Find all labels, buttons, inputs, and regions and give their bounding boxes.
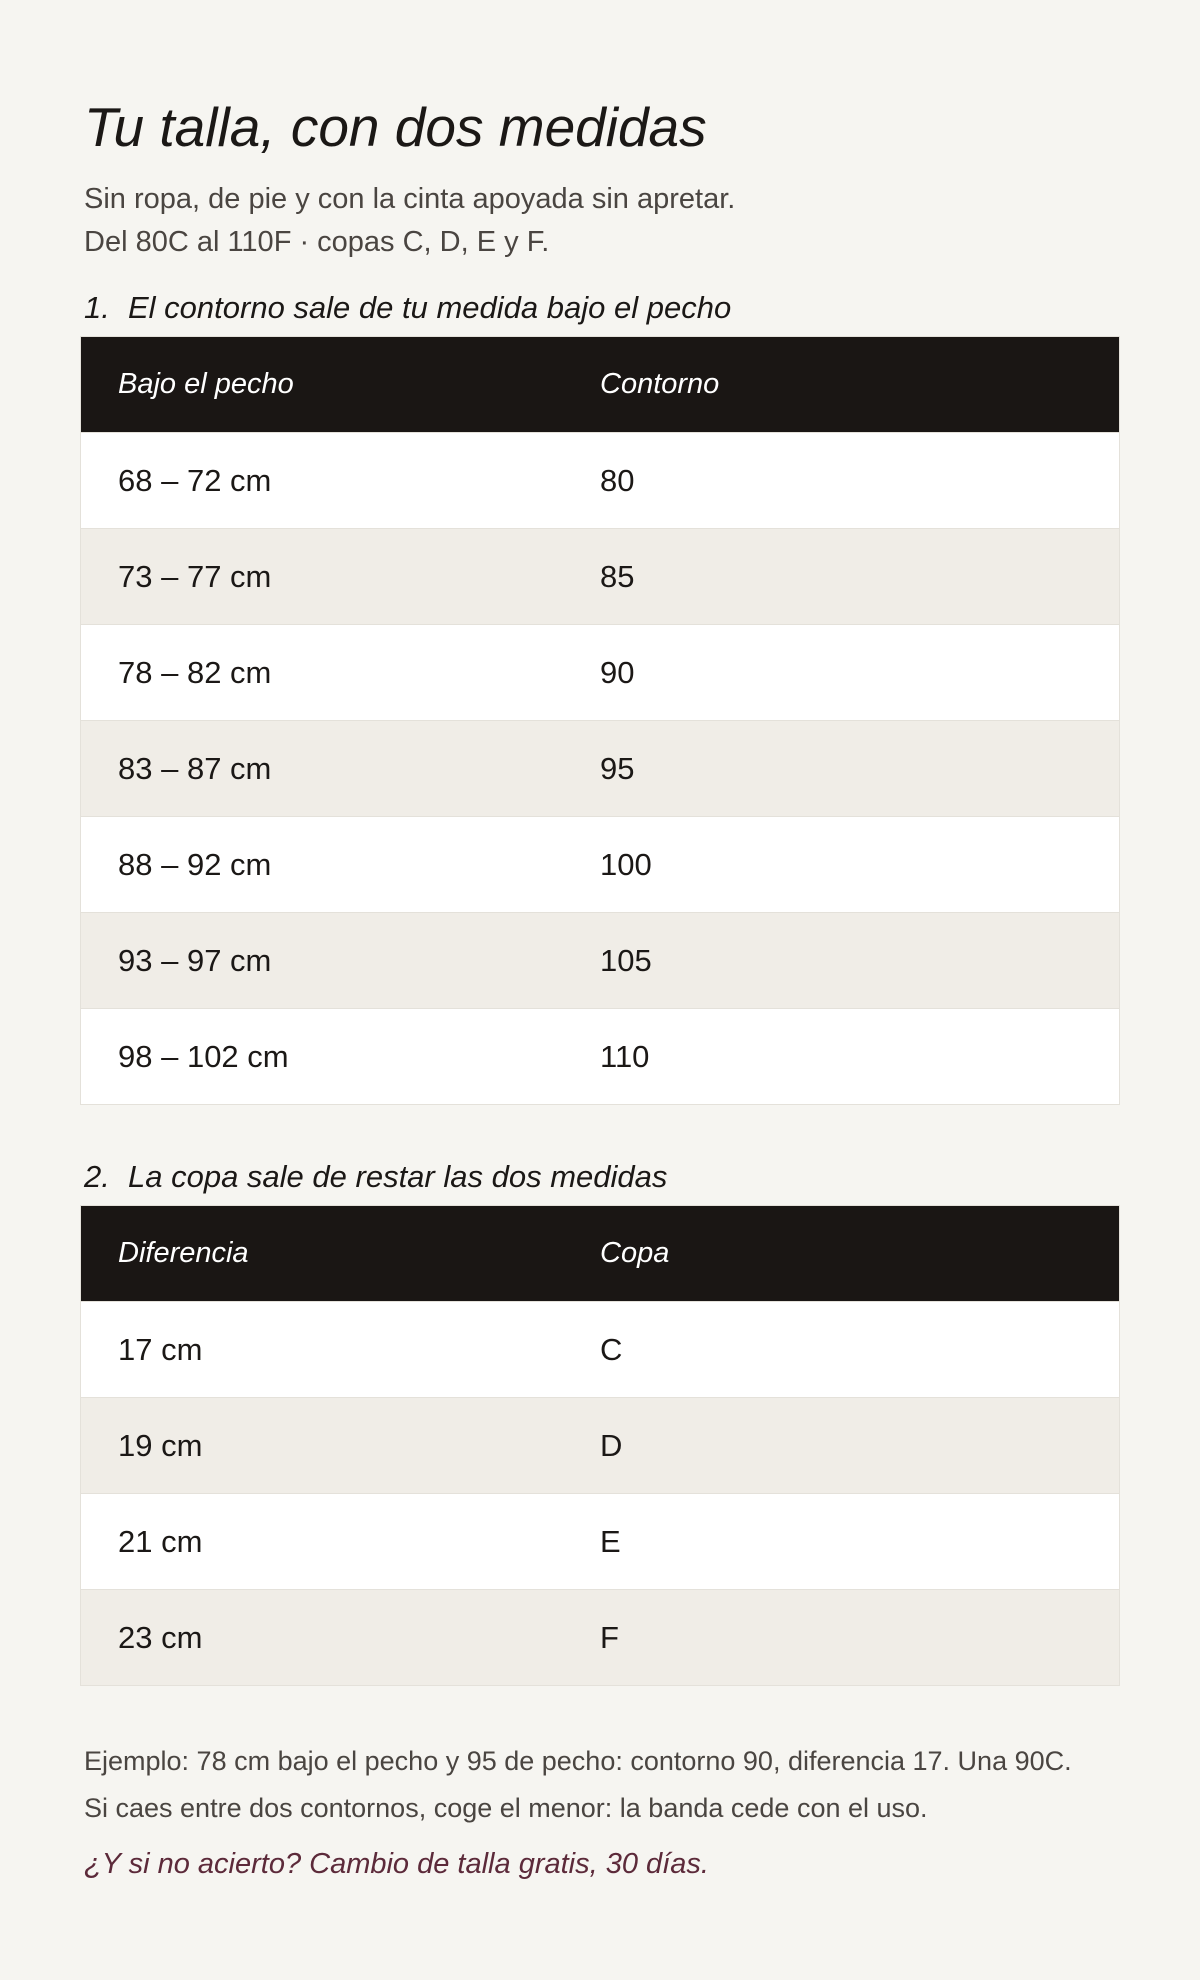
- table-row: [81, 1009, 1120, 1105]
- column-header-cup: Copa: [563, 1206, 1120, 1302]
- underbust-cell: 98 – 102 cm: [81, 1009, 564, 1105]
- tip-note: Si caes entre dos contornos, coge el menor: la banda cede con el uso.: [84, 1793, 928, 1823]
- subtitle: [84, 178, 1124, 264]
- column-header-band: Contorno: [563, 337, 1120, 433]
- band-cell: 110: [563, 1009, 1120, 1105]
- band-section-number: 1.: [84, 290, 110, 325]
- underbust-cell: 88 – 92 cm: [81, 817, 564, 913]
- band-cell: 90: [563, 625, 1120, 721]
- size-guide: [84, 92, 1124, 1884]
- cup-cell: C: [563, 1302, 1120, 1398]
- difference-cell: 23 cm: [81, 1590, 564, 1686]
- table-row: [81, 1302, 1120, 1398]
- table-row: [81, 433, 1120, 529]
- underbust-cell: 78 – 82 cm: [81, 625, 564, 721]
- cup-cell: F: [563, 1590, 1120, 1686]
- table-row: [81, 529, 1120, 625]
- difference-cell: 21 cm: [81, 1494, 564, 1590]
- exchange-guarantee: ¿Y si no acierto? Cambio de talla gratis, 30 días.: [84, 1848, 709, 1880]
- subtitle-line-1: Sin ropa, de pie y con la cinta apoyada sin apretar.: [84, 183, 736, 215]
- band-cell: 100: [563, 817, 1120, 913]
- cup-size-table: [80, 1205, 1120, 1686]
- underbust-cell: 93 – 97 cm: [81, 913, 564, 1009]
- underbust-cell: 73 – 77 cm: [81, 529, 564, 625]
- table-row: [81, 1398, 1120, 1494]
- column-header-underbust: Bajo el pecho: [81, 337, 564, 433]
- band-cell: 105: [563, 913, 1120, 1009]
- table-row: [81, 1590, 1120, 1686]
- example-note: Ejemplo: 78 cm bajo el pecho y 95 de pecho: contorno 90, diferencia 17. Una 90C.: [84, 1746, 1072, 1776]
- band-cell: 80: [563, 433, 1120, 529]
- cup-cell: D: [563, 1398, 1120, 1494]
- table-row: [81, 817, 1120, 913]
- column-header-difference: Diferencia: [81, 1206, 564, 1302]
- band-section-heading: [84, 288, 1124, 328]
- cup-section-title: La copa sale de restar las dos medidas: [128, 1159, 668, 1194]
- underbust-cell: 83 – 87 cm: [81, 721, 564, 817]
- table-header-row: [81, 1206, 1120, 1302]
- cup-cell: E: [563, 1494, 1120, 1590]
- band-cell: 85: [563, 529, 1120, 625]
- cup-section-heading: [84, 1157, 1124, 1197]
- table-row: [81, 1494, 1120, 1590]
- band-section-title: El contorno sale de tu medida bajo el pecho: [128, 290, 732, 325]
- cup-section-number: 2.: [84, 1159, 110, 1194]
- band-size-table: [80, 336, 1120, 1105]
- underbust-cell: 68 – 72 cm: [81, 433, 564, 529]
- band-cell: 95: [563, 721, 1120, 817]
- notes: [84, 1738, 1124, 1832]
- table-header-row: [81, 337, 1120, 433]
- subtitle-line-2: Del 80C al 110F · copas C, D, E y F.: [84, 226, 550, 258]
- table-row: [81, 721, 1120, 817]
- table-row: [81, 625, 1120, 721]
- page-title: Tu talla, con dos medidas: [84, 96, 707, 158]
- difference-cell: 19 cm: [81, 1398, 564, 1494]
- difference-cell: 17 cm: [81, 1302, 564, 1398]
- table-row: [81, 913, 1120, 1009]
